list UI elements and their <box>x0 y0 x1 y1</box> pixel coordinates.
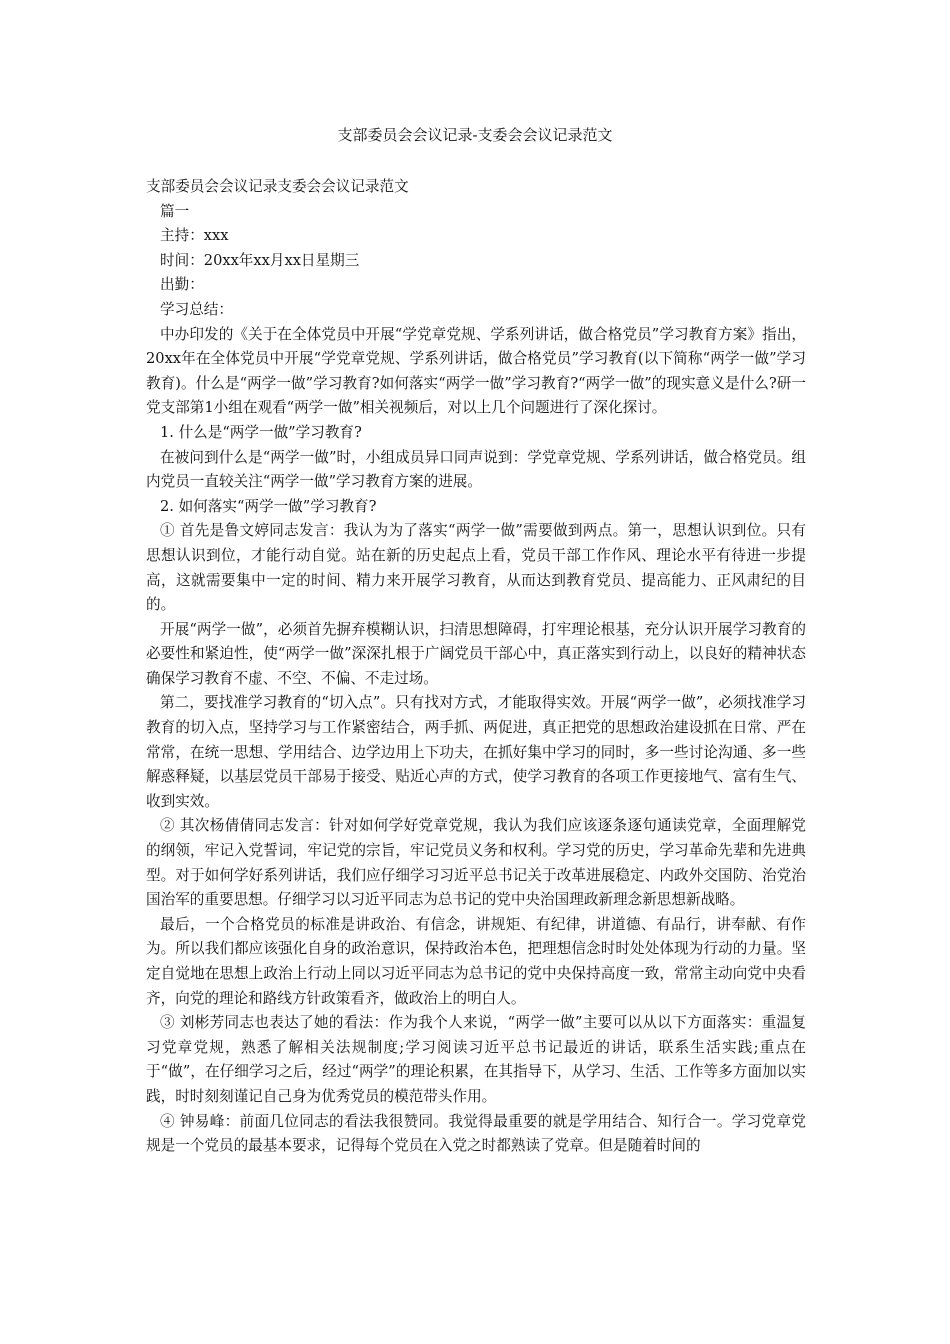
paragraph: 篇一 <box>160 202 190 220</box>
paragraph: 出勤： <box>160 276 204 294</box>
paragraph: 开展“两学一做”，必须首先摒弃模糊认识，扫清思想障碍，打牢理论根基，充分认识开展学习教育的必要性和紧迫性，使“两学一做”深深扎根于广阔党员干部心中，真正落实到行动上，以良好的精神状态确保学习教育不虚、不空、不偏、不走过场。 <box>146 620 806 687</box>
paragraph: 支部委员会会议记录支委会会议记录范文 <box>146 178 409 195</box>
document-body <box>146 175 806 1159</box>
document-title: 支部委员会会议记录-支委会会议记录范文 <box>337 126 613 144</box>
paragraph: 最后，一个合格党员的标准是讲政治、有信念，讲规矩、有纪律，讲道德、有品行，讲奉献、有作为。所以我们都应该强化自身的政治意识，保持政治本色，把理想信念时时处处体现为行动的力量。坚定自觉地在思想上政治上行动上同以习近平同志为总书记的党中央保持高度一致，常常主动向党中央看齐，向党的理论和路线方针政策看齐，做政治上的明白人。 <box>146 915 806 1007</box>
paragraph: 1. 什么是“两学一做”学习教育? <box>160 423 362 441</box>
paragraph: 时间：20xx年xx月xx日星期三 <box>160 251 360 269</box>
paragraph: 学习总结： <box>160 300 233 318</box>
paragraph: 第二，要找准学习教育的“切入点”。只有找对方式，才能取得实效。开展“两学一做”，必须找准学习教育的切入点，坚持学习与工作紧密结合，两手抓、两促进，真正把党的思想政治建设抓在日常、严在常常，在统一思想、学用结合、边学边用上下功夫，在抓好集中学习的同时，多一些讨论沟通、多一些解惑释疑，以基层党员干部易于接受、贴近心声的方式，使学习教育的各项工作更接地气、富有生气、收到实效。 <box>146 694 806 810</box>
paragraph: 中办印发的《关于在全体党员中开展“学党章党规、学系列讲话，做合格党员”学习教育方案》指出，20xx年在全体党员中开展“学党章党规、学系列讲话，做合格党员”学习教育(以下简称“两学一做”学习教育)。什么是“两学一做”学习教育?如何落实“两学一做”学习教育?“两学一做”的现实意义是什么?研一党支部第1小组在观看“两学一做”相关视频后，对以上几个问题进行了深化探讨。 <box>146 325 806 417</box>
paragraph: 在被问到什么是“两学一做”时，小组成员异口同声说到：学党章党规、学系列讲话，做合格党员。组内党员一直较关注“两学一做”学习教育方案的进展。 <box>146 448 806 491</box>
paragraph: 2. 如何落实“两学一做”学习教育? <box>160 497 377 515</box>
paragraph: ④ 钟易峰：前面几位同志的看法我很赞同。我觉得最重要的就是学用结合、知行合一。学习党章党规是一个党员的最基本要求，记得每个党员在入党之时都熟读了党章。但是随着时间的 <box>146 1112 806 1155</box>
paragraph: ② 其次杨倩倩同志发言：针对如何学好党章党规，我认为我们应该逐条逐句通读党章，全面理解党的纲领，牢记入党誓词，牢记党的宗旨，牢记党员义务和权利。学习党的历史，学习革命先辈和先进典型。对于如何学好系列讲话，我们应仔细学习习近平总书记关于改革进展稳定、内政外交国防、治党治国治军的重要思想。仔细学习以习近平同志为总书记的党中央治国理政新理念新思想新战略。 <box>146 817 806 909</box>
paragraph: ③ 刘彬芳同志也表达了她的看法：作为我个人来说，“两学一做”主要可以从以下方面落实：重温复习党章党规，熟悉了解相关法规制度;学习阅读习近平总书记最近的讲话，联系生活实践;重点在于“做”，在仔细学习之后，经过“两学”的理论积累，在其指导下，从学习、生活、工作等多方面加以实践，时时刻刻谨记自己身为优秀党员的模范带头作用。 <box>146 1014 806 1105</box>
paragraph: ① 首先是鲁文婷同志发言：我认为为了落实“两学一做”需要做到两点。第一，思想认识到位。只有思想认识到位，才能行动自觉。站在新的历史起点上看，党员干部工作作风、理论水平有待进一步提高，这就需要集中一定的时间、精力来开展学习教育，从而达到教育党员、提高能力、正风肃纪的目的。 <box>146 522 806 614</box>
paragraph: 主持：xxx <box>160 227 229 245</box>
